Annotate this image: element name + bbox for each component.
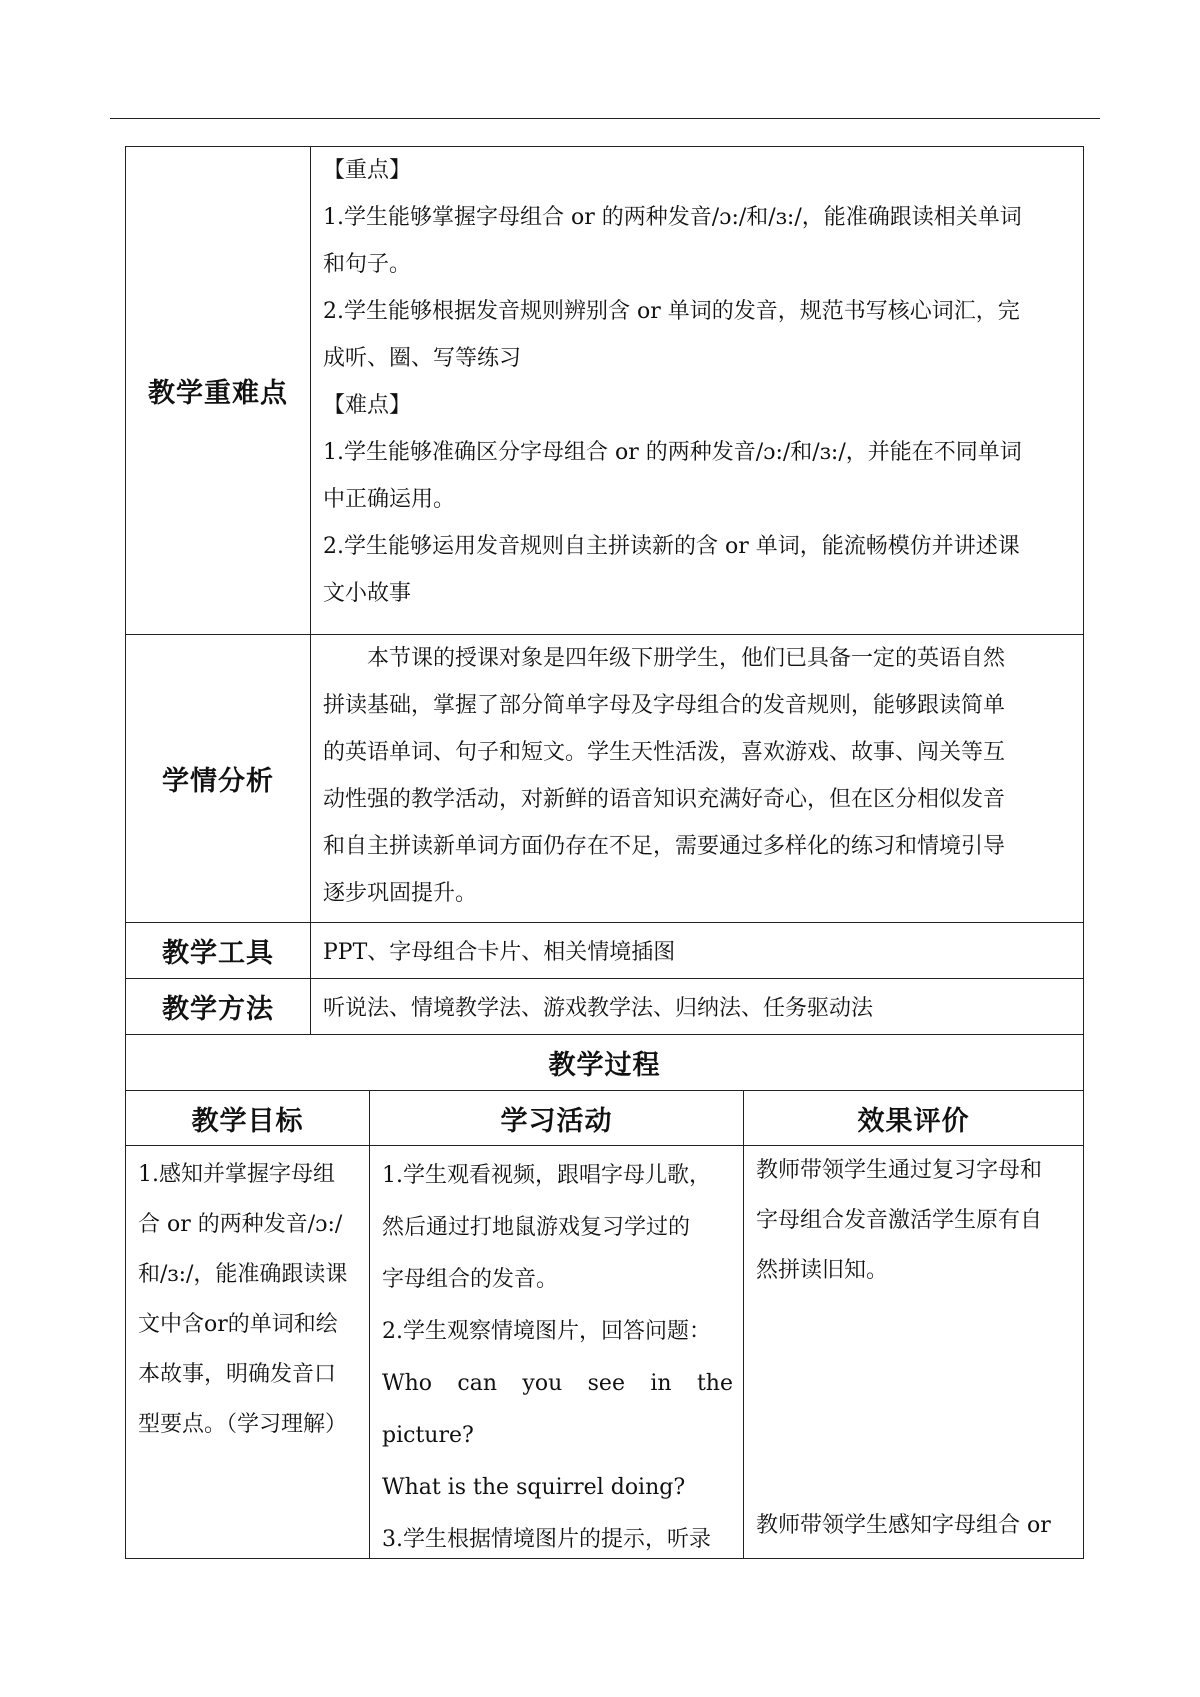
eval-bottom-line: 教师带领学生感知字母组合 or xyxy=(756,1513,1051,1538)
header-activity-cell xyxy=(369,1090,744,1146)
analysis-line: 的英语单词、句子和短文。学生天性活泼，喜欢游戏、故事、闯关等互 xyxy=(323,740,1006,765)
key-points-line: 【重点】 xyxy=(323,158,412,183)
activity-line: What is the squirrel doing? xyxy=(382,1475,686,1500)
analysis-line: 和自主拼读新单词方面仍存在不足，需要通过多样化的练习和情境引导 xyxy=(323,834,1006,859)
key-points-content xyxy=(310,146,1084,635)
activity-line: 3.学生根据情境图片的提示，听录 xyxy=(382,1527,711,1552)
key-points-line: 【难点】 xyxy=(323,393,412,418)
key-points-line: 中正确运用。 xyxy=(323,487,456,512)
key-points-line: 和句子。 xyxy=(323,252,412,277)
analysis-label-cell xyxy=(125,634,311,923)
eval-line: 然拼读旧知。 xyxy=(756,1258,889,1283)
key-points-line: 成听、圈、写等练习 xyxy=(323,346,522,371)
activity-cell xyxy=(369,1145,744,1559)
analysis-line: 拼读基础，掌握了部分简单字母及字母组合的发音规则，能够跟读简单 xyxy=(323,693,1006,718)
activity-line: Who can you see in the picture? xyxy=(382,1371,733,1448)
key-points-line: 2.学生能够运用发音规则自主拼读新的含 or 单词，能流畅模仿并讲述课 xyxy=(323,534,1020,559)
goal-line: 文中含or的单词和绘 xyxy=(138,1312,338,1337)
eval-line: 字母组合发音激活学生原有自 xyxy=(756,1208,1043,1233)
tools-label-cell xyxy=(125,922,311,979)
activity-line: 字母组合的发音。 xyxy=(382,1267,559,1292)
goal-cell xyxy=(125,1145,370,1559)
process-title: 教学过程 xyxy=(548,1050,661,1081)
key-points-line: 1.学生能够掌握字母组合 or 的两种发音/ɔ:/和/ɜ:/，能准确跟读相关单词 xyxy=(323,205,1022,230)
analysis-line: 逐步巩固提升。 xyxy=(323,881,478,906)
analysis-label: 学情分析 xyxy=(162,766,274,797)
analysis-content xyxy=(310,634,1084,923)
header-rule xyxy=(110,118,1100,119)
methods-content xyxy=(310,978,1084,1035)
header-activity: 学习活动 xyxy=(500,1105,613,1137)
goal-line: 和/ɜ:/，能准确跟读课 xyxy=(138,1262,348,1287)
eval-line: 教师带领学生通过复习字母和 xyxy=(756,1158,1043,1183)
header-goal: 教学目标 xyxy=(191,1105,304,1137)
goal-line: 合 or 的两种发音/ɔ:/ xyxy=(138,1212,343,1237)
key-points-line: 文小故事 xyxy=(323,581,412,606)
activity-line: 2.学生观察情境图片，回答问题： xyxy=(382,1319,711,1344)
goal-line: 1.感知并掌握字母组 xyxy=(138,1162,335,1187)
header-eval-cell xyxy=(743,1090,1084,1146)
key-points-line: 2.学生能够根据发音规则辨别含 or 单词的发音，规范书写核心词汇，完 xyxy=(323,299,1020,324)
key-points-label-cell xyxy=(125,146,311,635)
analysis-line: 动性强的教学活动，对新鲜的语音知识充满好奇心，但在区分相似发音 xyxy=(323,787,1006,812)
analysis-line: 本节课的授课对象是四年级下册学生，他们已具备一定的英语自然 xyxy=(367,646,1006,671)
tools-content xyxy=(310,922,1084,979)
methods-value: 听说法、情境教学法、游戏教学法、归纳法、任务驱动法 xyxy=(323,996,874,1021)
header-eval: 效果评价 xyxy=(857,1105,970,1137)
activity-line: 然后通过打地鼠游戏复习学过的 xyxy=(382,1215,691,1240)
methods-label: 教学方法 xyxy=(162,994,274,1025)
tools-label: 教学工具 xyxy=(162,938,274,969)
key-points-line: 1.学生能够准确区分字母组合 or 的两种发音/ɔ:/和/ɜ:/，并能在不同单词 xyxy=(323,440,1022,465)
goal-line: 本故事，明确发音口 xyxy=(138,1362,337,1387)
tools-value: PPT、字母组合卡片、相关情境插图 xyxy=(323,940,676,965)
goal-line: 型要点。（学习理解） xyxy=(138,1412,348,1437)
header-goal-cell xyxy=(125,1090,370,1146)
methods-label-cell xyxy=(125,978,311,1035)
key-points-label: 教学重难点 xyxy=(148,378,288,409)
eval-cell xyxy=(743,1145,1084,1559)
activity-line: 1.学生观看视频，跟唱字母儿歌， xyxy=(382,1163,711,1188)
process-title-cell xyxy=(125,1034,1084,1091)
